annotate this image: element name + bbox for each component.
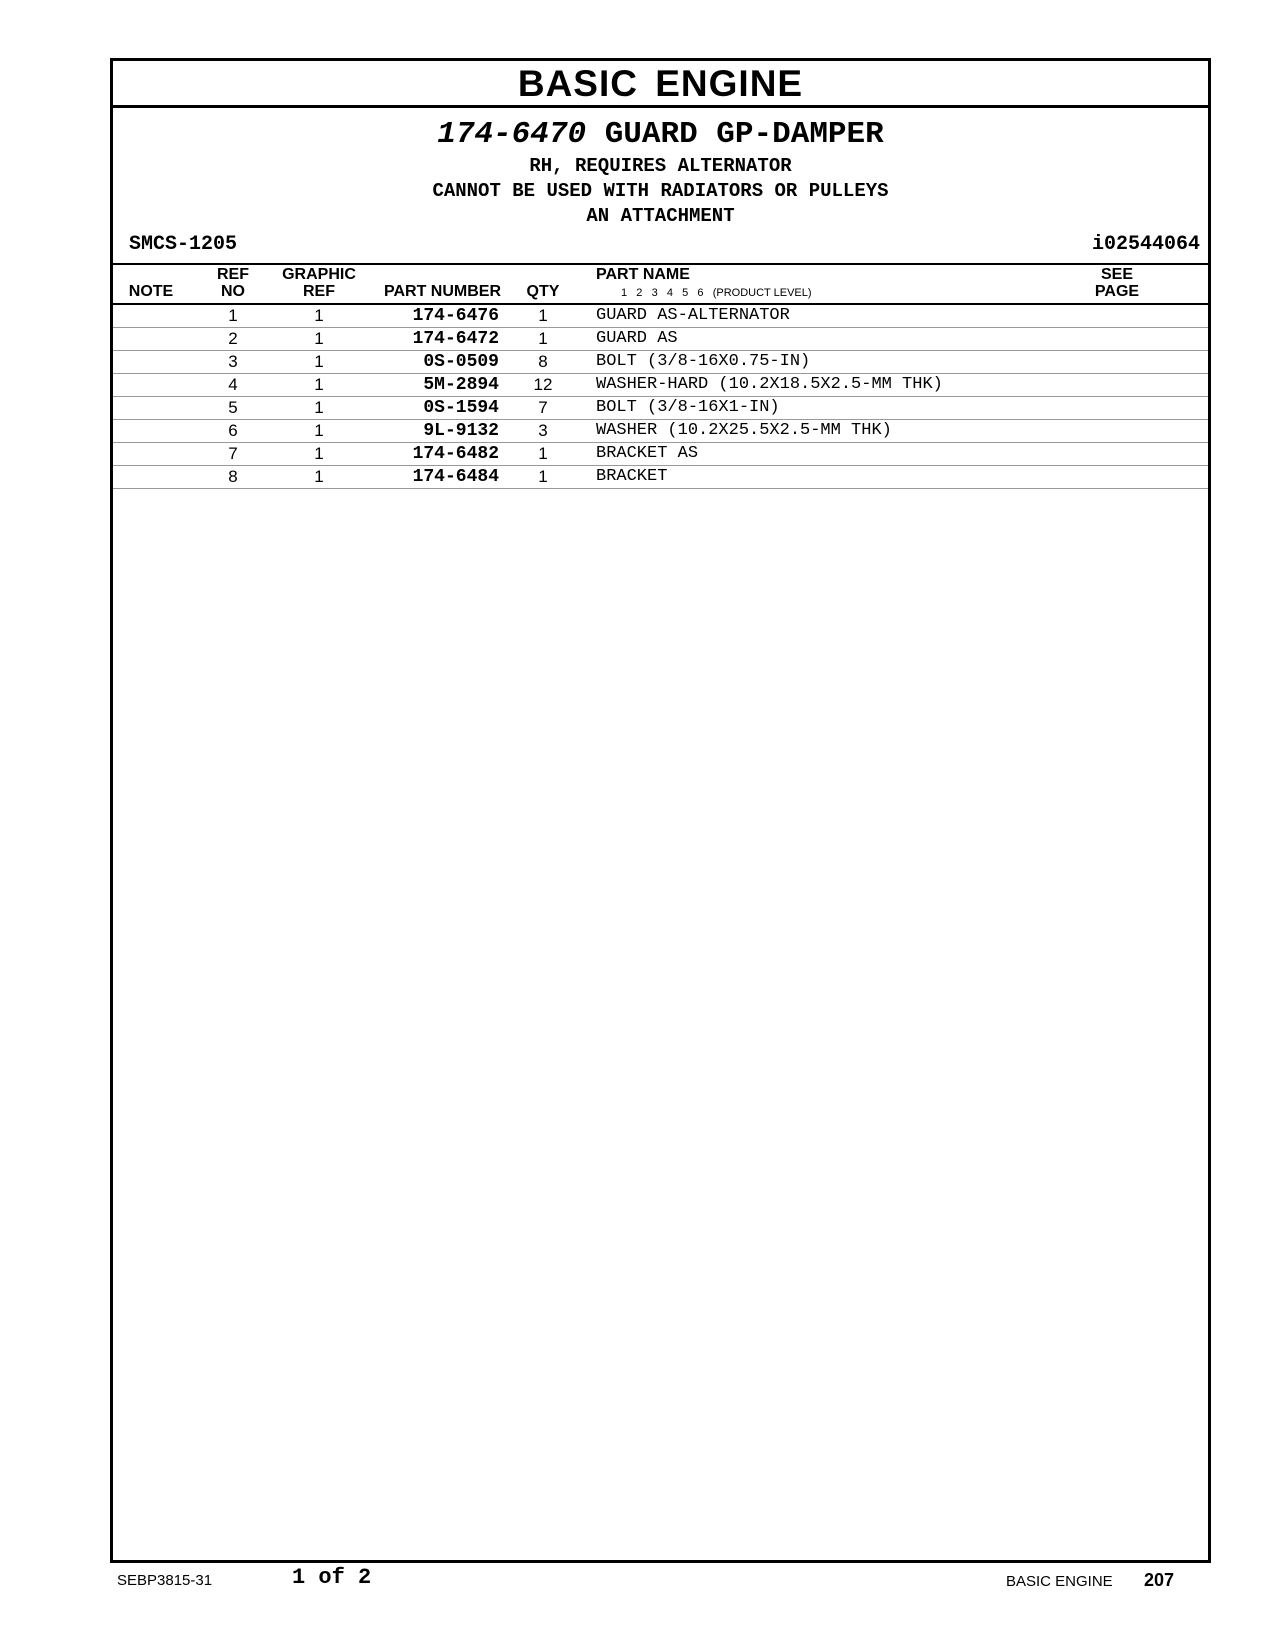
col-header-qty: QTY [526,283,560,300]
part-number: 0S-0509 [423,352,499,372]
qty: 8 [538,352,548,371]
col-header-part-name: PART NAME [596,266,690,283]
qty: 3 [538,421,548,440]
ref-no: 4 [228,375,238,394]
part-name: BRACKET [596,467,668,486]
col-header-part-number: PART NUMBER [383,283,501,300]
col-header-graphic-ref-line1: GRAPHIC [282,266,356,283]
group-header [113,116,1208,229]
part-number: 174-6484 [412,467,499,487]
qty: 7 [538,398,548,417]
table-row [113,351,1208,374]
ref-no: 3 [228,352,238,371]
group-note: RH, REQUIRES ALTERNATOR [529,155,792,177]
header-top-rule [113,263,1208,265]
ref-no: 8 [228,467,238,486]
col-header-product-levels: 1 2 3 4 5 6 (PRODUCT LEVEL) [621,287,812,299]
group-note: CANNOT BE USED WITH RADIATORS OR PULLEYS [432,180,889,202]
graphic-ref: 1 [314,467,324,486]
part-number: 174-6476 [412,306,499,326]
part-name: GUARD AS [596,329,678,348]
part-name: BOLT (3/8-16X1-IN) [596,398,780,417]
table-row [113,420,1208,443]
ref-no: 6 [228,421,238,440]
qty: 12 [533,375,553,394]
group-note: AN ATTACHMENT [586,205,735,227]
ref-no: 1 [228,306,238,325]
col-header-ref-no [208,266,258,300]
table-row [113,443,1208,466]
group-name: GUARD GP-DAMPER [604,117,884,152]
col-header-graphic-ref [273,266,365,300]
ref-no: 2 [228,329,238,348]
footer-section-name: BASIC ENGINE [1006,1573,1113,1590]
col-header-note: NOTE [128,283,174,300]
col-header-graphic-ref-line2: REF [303,283,335,300]
graphic-ref: 1 [314,306,324,325]
part-name: BOLT (3/8-16X0.75-IN) [596,352,811,371]
part-name: GUARD AS-ALTERNATOR [596,306,790,325]
part-name: BRACKET AS [596,444,699,463]
parts-table [113,305,1208,489]
qty: 1 [538,329,548,348]
qty: 1 [538,467,548,486]
graphic-ref: 1 [314,444,324,463]
qty: 1 [538,306,548,325]
group-part-number: 174-6470 [437,117,587,152]
col-header-see-page-line1: SEE [1100,266,1133,283]
col-header-ref-no-line2: NO [221,283,245,300]
table-row [113,466,1208,489]
table-row [113,305,1208,328]
col-header-ref-no-line1: REF [217,266,249,283]
footer-page-of: 1 of 2 [292,1565,372,1590]
col-header-see-page [1089,266,1145,300]
part-number: 0S-1594 [423,398,499,418]
part-name: WASHER (10.2X25.5X2.5-MM THK) [596,421,892,440]
part-number: 9L-9132 [423,421,499,441]
graphic-ref: 1 [314,421,324,440]
part-number: 5M-2894 [423,375,499,395]
page-frame [110,58,1211,1563]
graphic-ref: 1 [314,375,324,394]
table-row [113,397,1208,420]
graphic-ref: 1 [314,329,324,348]
illustration-id: i02544064 [1091,233,1200,256]
table-row [113,328,1208,351]
qty: 1 [538,444,548,463]
smcs-code: SMCS-1205 [129,233,238,256]
part-name: WASHER-HARD (10.2X18.5X2.5-MM THK) [596,375,943,394]
graphic-ref: 1 [314,398,324,417]
section-title: BASIC ENGINE [113,61,1208,108]
table-row [113,374,1208,397]
graphic-ref: 1 [314,352,324,371]
ref-no: 5 [228,398,238,417]
part-number: 174-6472 [412,329,499,349]
group-title [113,116,1208,154]
footer-document-number: SEBP3815-31 [117,1572,213,1589]
part-number: 174-6482 [412,444,499,464]
footer-page-number: 207 [1144,1570,1175,1590]
col-header-see-page-line2: PAGE [1094,283,1140,300]
ref-no: 7 [228,444,238,463]
